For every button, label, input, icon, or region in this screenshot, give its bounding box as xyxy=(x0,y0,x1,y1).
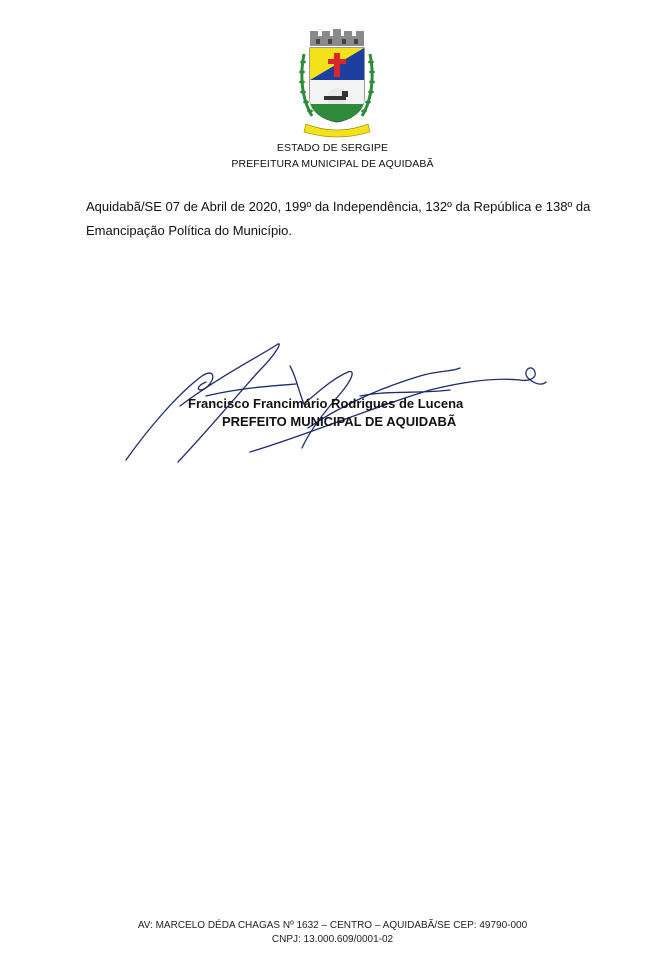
signatory-title: PREFEITO MUNICIPAL DE AQUIDABÃ xyxy=(222,414,457,429)
footer-cnpj: CNPJ: 13.000.609/0001-02 xyxy=(271,934,394,945)
signatory-name: Francisco Francimário Rodrigues de Lucena xyxy=(188,396,464,411)
state-heading: ESTADO DE SERGIPE xyxy=(276,142,389,154)
municipal-crest-icon xyxy=(298,28,376,140)
footer-address: AV: MARCELO DÉDA CHAGAS Nº 1632 – CENTRO – AQUIDABÃ/SE CEP: 49790-000 xyxy=(137,920,528,931)
date-paragraph: Aquidabã/SE 07 de Abril de 2020, 199º da Independência, 132º da República e 138º da Emancipação Política do Município. xyxy=(86,199,591,238)
prefeitura-heading: PREFEITURA MUNICIPAL DE AQUIDABÃ xyxy=(231,158,434,170)
